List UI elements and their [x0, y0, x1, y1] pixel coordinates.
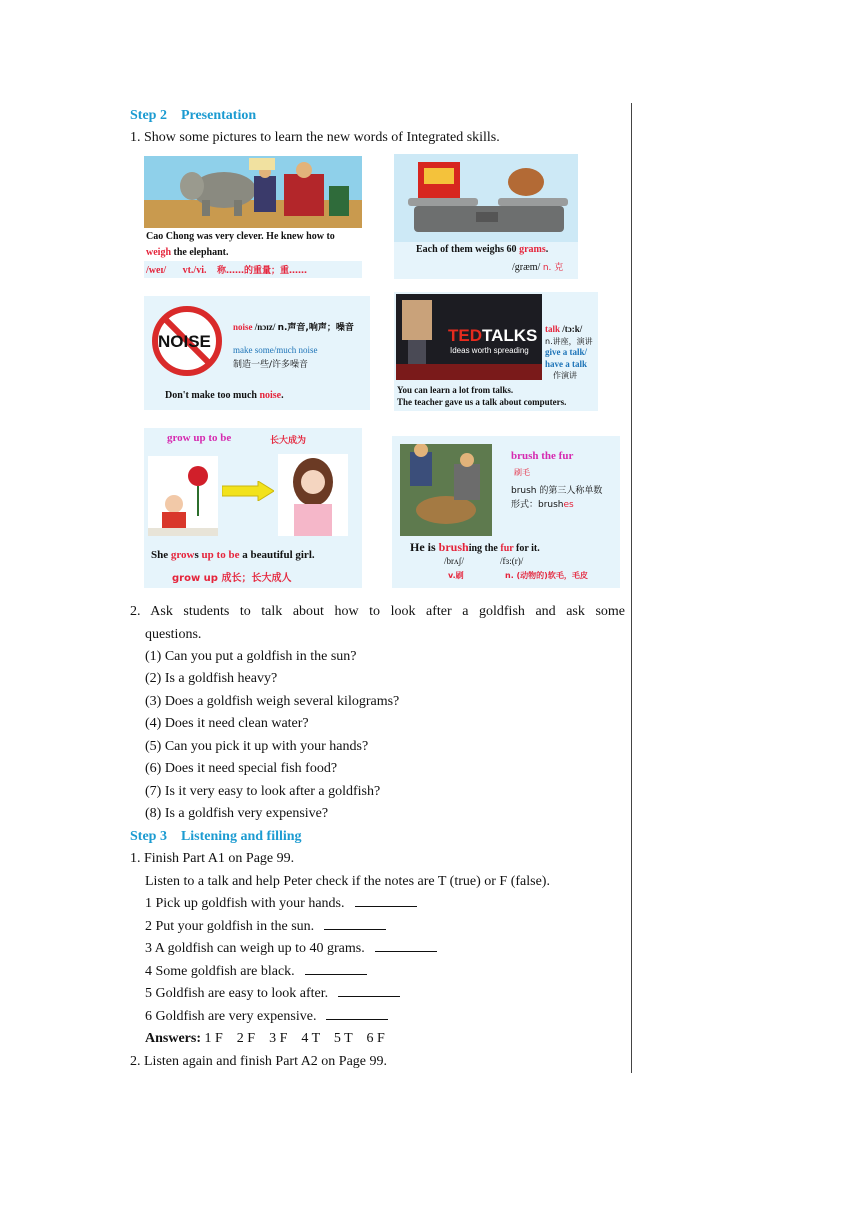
slide-weigh	[144, 156, 362, 278]
talk-caption-2: The teacher gave us a talk about computers.	[397, 397, 567, 407]
weigh-caption-1: Cao Chong was very clever. He knew how to	[146, 231, 335, 242]
note-item: 3 A goldfish can weigh up to 40 grams.	[145, 938, 437, 961]
brush-title-cn: 刷毛	[514, 468, 530, 477]
grow-title-cn: 长大成为	[270, 436, 307, 446]
talk-word: talk /tɔ:k/	[545, 324, 583, 334]
answer-blank[interactable]	[338, 983, 400, 997]
arrow-right-icon	[222, 481, 274, 501]
item-1: 1. Show some pictures to learn the new words of Integrated skills.	[130, 130, 500, 145]
brush-note-1: brush 的第三人称单数	[511, 486, 603, 496]
brush-pos-1: v.刷	[448, 571, 464, 580]
brush-phonetic-1: /brʌʃ/	[444, 556, 464, 566]
grams-caption: Each of them weighs 60 grams.	[416, 244, 549, 255]
step3-item-1: 1. Finish Part A1 on Page 99.	[130, 851, 295, 866]
grams-phonetic: /græm/ n. 克	[512, 262, 564, 273]
slide-grams	[394, 154, 578, 279]
item-2-line-2: questions.	[145, 627, 202, 642]
answer-blank[interactable]	[326, 1006, 388, 1020]
question-item: (8) Is a goldfish very expensive?	[145, 806, 329, 821]
answer-blank[interactable]	[355, 893, 417, 907]
answers-line: Answers: 1 F 2 F 3 F 4 T 5 T 6 F	[145, 1031, 385, 1046]
grow-title: grow up to be	[167, 432, 232, 444]
note-item: 6 Goldfish are very expensive.	[145, 1006, 388, 1029]
brush-phonetic-2: /fɜ:(r)/	[500, 556, 524, 566]
note-item: 1 Pick up goldfish with your hands.	[145, 893, 417, 916]
slide-talk	[394, 292, 598, 411]
question-item: (6) Does it need special fish food?	[145, 761, 338, 776]
question-item: (5) Can you pick it up with your hands?	[145, 739, 369, 754]
answer-blank[interactable]	[324, 916, 386, 930]
grow-foot: grow up 成长；长大成人	[172, 573, 292, 584]
note-item: 5 Goldfish are easy to look after.	[145, 983, 400, 1006]
step3-item-2: 2. Listen again and finish Part A2 on Page 99.	[130, 1054, 388, 1069]
step3-instruction: Listen to a talk and help Peter check if the notes are T (true) or F (false).	[145, 874, 550, 889]
talk-caption-1: You can learn a lot from talks.	[397, 385, 514, 395]
ted-tagline: Ideas worth spreading	[450, 346, 529, 355]
brush-title: brush the fur	[511, 450, 574, 462]
elephant-scene-image	[144, 156, 362, 228]
ted-logo: TEDTALKS	[448, 326, 538, 345]
brush-pos-2: n. (动物的)软毛，毛皮	[505, 571, 588, 580]
answer-blank[interactable]	[305, 961, 367, 975]
noise-phrase: make some/much noise	[233, 345, 318, 355]
question-item: (4) Does it need clean water?	[145, 716, 309, 731]
little-girl-image	[148, 456, 218, 536]
slide-grow	[144, 428, 362, 588]
talk-phrase-cn: 作演讲	[553, 371, 577, 380]
noise-phrase-cn: 制造一些/许多噪音	[233, 360, 309, 370]
talk-phrase: give a talk/	[545, 347, 587, 357]
brushing-fur-image	[400, 444, 492, 536]
table-border-line	[631, 103, 632, 1073]
talk-def: n.讲座，演讲	[545, 337, 593, 346]
weigh-phonetic: /weɪ/ vt./vi. 称……的重量；重……	[146, 265, 307, 276]
slide-brush	[392, 436, 620, 588]
question-item: (2) Is a goldfish heavy?	[145, 671, 278, 686]
noise-definition: noise /nɔɪz/ n.声音,响声；噪音	[233, 322, 354, 333]
talk-phrase-2: have a talk	[545, 359, 588, 369]
note-item: 2 Put your goldfish in the sun.	[145, 916, 386, 939]
step2-heading: Step 2 Presentation	[130, 108, 257, 123]
noise-logo-text: NOISE	[158, 332, 211, 351]
grow-caption: She grows up to be a beautiful girl.	[151, 549, 315, 561]
weigh-caption-2: weigh the elephant.	[146, 247, 229, 258]
note-item: 4 Some goldfish are black.	[145, 961, 367, 984]
brush-note-2: 形式：brushes	[511, 500, 574, 510]
scale-image	[394, 154, 578, 242]
question-item: (1) Can you put a goldfish in the sun?	[145, 649, 357, 664]
beautiful-girl-image	[278, 454, 348, 536]
answer-blank[interactable]	[375, 938, 437, 952]
question-item: (3) Does a goldfish weigh several kilograms?	[145, 694, 400, 709]
question-item: (7) Is it very easy to look after a goldfish?	[145, 784, 381, 799]
slide-noise	[144, 296, 370, 410]
brush-caption: He is brushing the fur for it.	[410, 540, 540, 554]
item-2-line-1: 2. Ask students to talk about how to look after a goldfish and ask some	[130, 604, 625, 619]
noise-caption: Don't make too much noise.	[165, 390, 284, 401]
step3-heading: Step 3 Listening and filling	[130, 829, 302, 844]
